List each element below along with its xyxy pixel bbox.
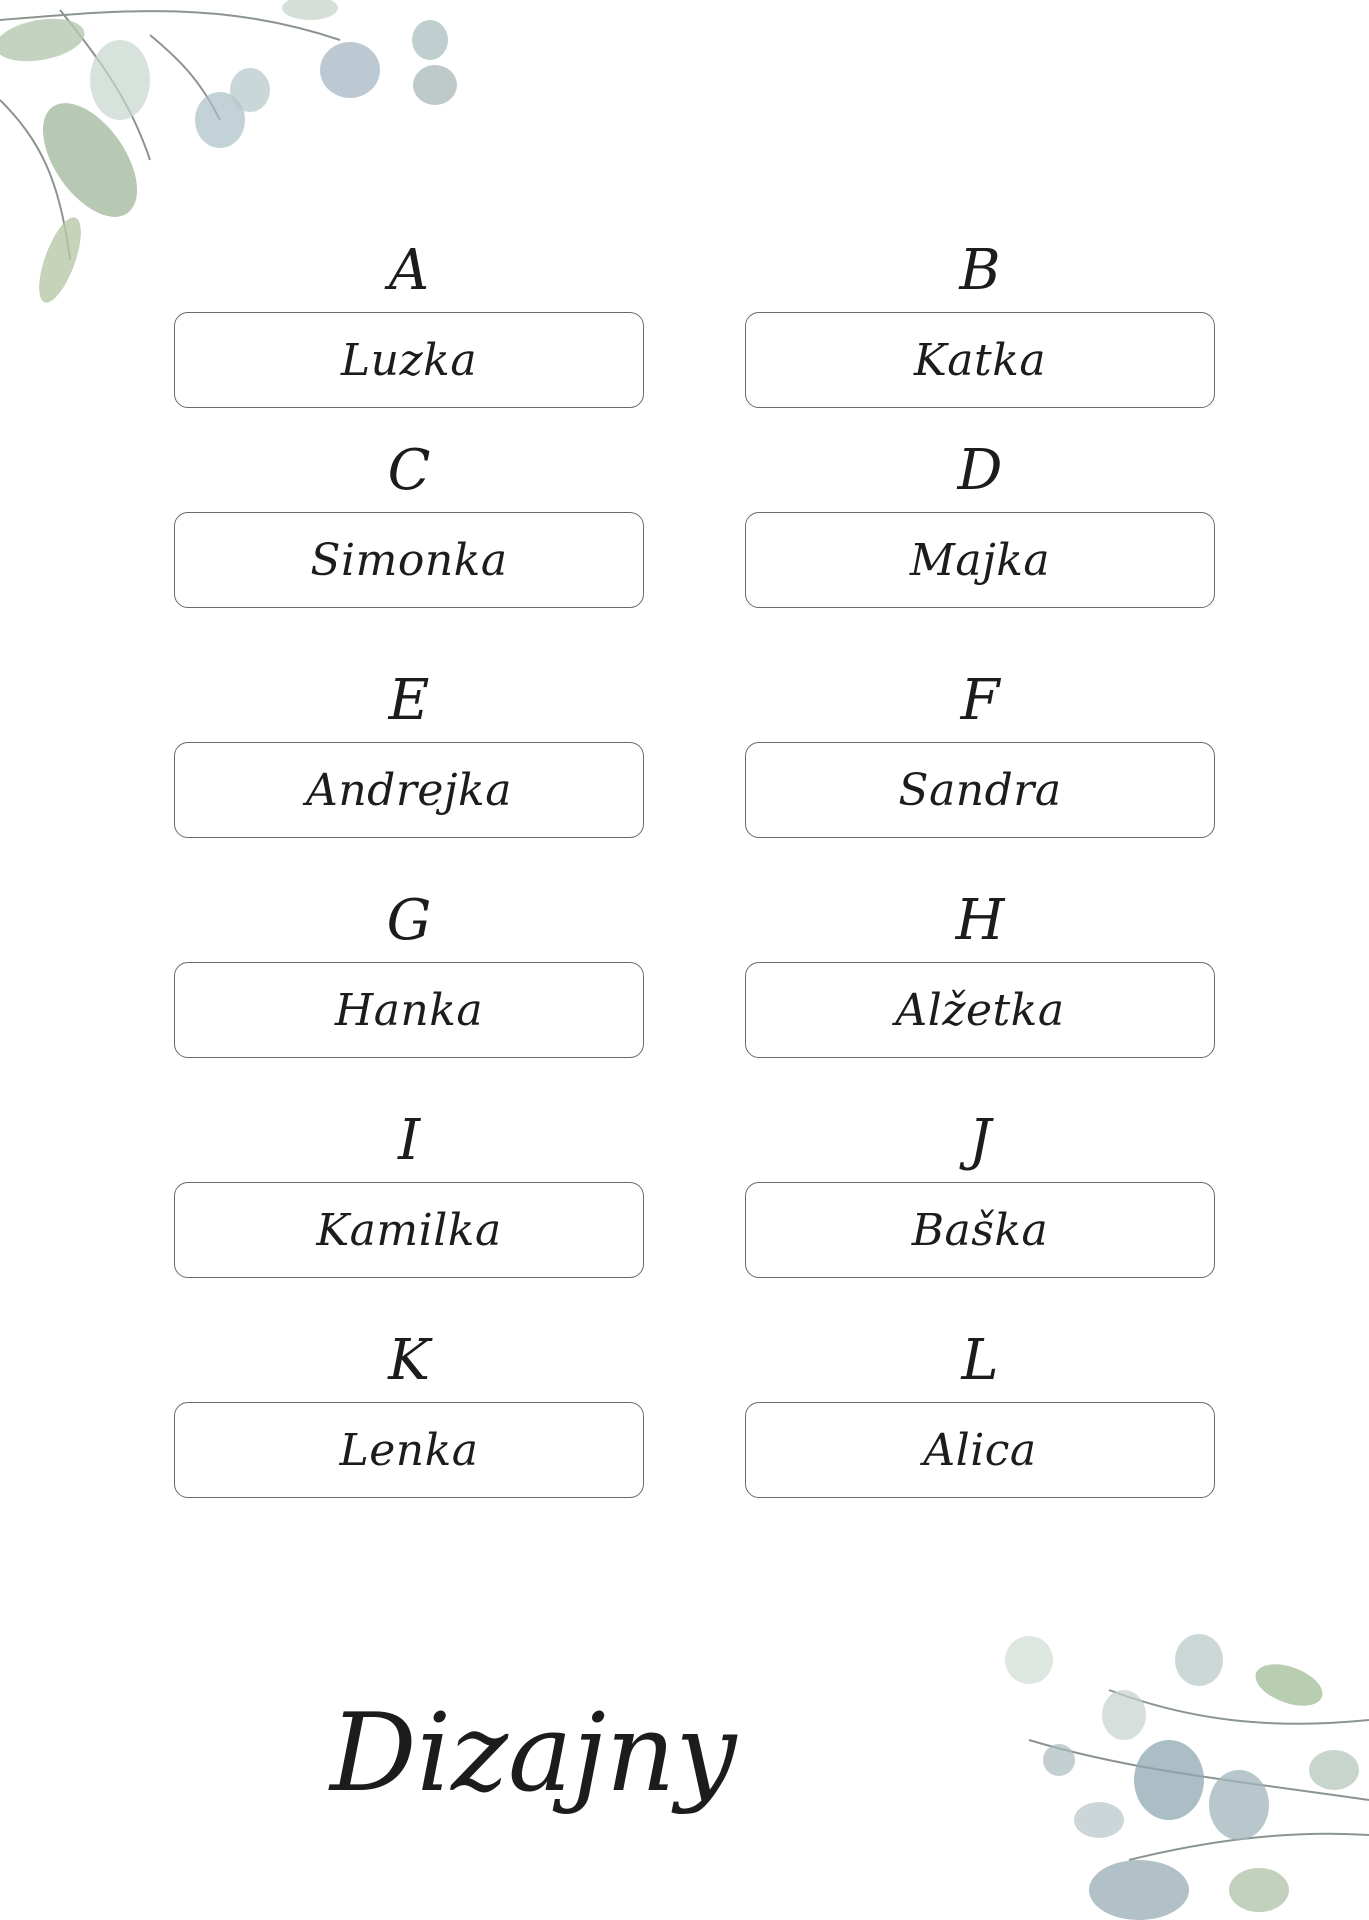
card-letter: H (955, 888, 1005, 953)
card-letter: C (387, 438, 431, 503)
card-name: Sandra (898, 764, 1062, 816)
name-box (174, 962, 644, 1058)
seat-card-l (744, 1320, 1216, 1540)
name-box (174, 1402, 644, 1498)
card-name: Hanka (334, 984, 484, 1036)
name-box (745, 312, 1215, 408)
seat-card-i (173, 1100, 645, 1320)
card-name: Kamilka (316, 1204, 502, 1256)
seat-card-h (744, 880, 1216, 1100)
name-box (745, 742, 1215, 838)
seat-card-c (173, 430, 645, 660)
name-box (745, 512, 1215, 608)
name-box (745, 1402, 1215, 1498)
seat-card-j (744, 1100, 1216, 1320)
card-letter: E (388, 668, 430, 733)
name-box (745, 1182, 1215, 1278)
card-name: Baška (911, 1204, 1049, 1256)
card-letter: K (388, 1328, 430, 1393)
card-name: Katka (913, 334, 1047, 386)
seat-card-d (744, 430, 1216, 660)
seat-card-g (173, 880, 645, 1100)
footer-signature: Dizajny (330, 1691, 737, 1816)
card-name: Lenka (339, 1424, 479, 1476)
card-name: Luzka (340, 334, 478, 386)
seat-card-k (173, 1320, 645, 1540)
name-box (745, 962, 1215, 1058)
card-letter: D (957, 438, 1003, 503)
name-box (174, 1182, 644, 1278)
card-name: Majka (909, 534, 1051, 586)
card-name: Alica (923, 1424, 1037, 1476)
seat-card-f (744, 660, 1216, 880)
card-letter: L (961, 1328, 999, 1393)
card-letter: B (959, 238, 1001, 303)
card-letter: G (386, 888, 432, 953)
eucalyptus-leaves-icon (989, 1620, 1369, 1920)
card-letter: I (397, 1108, 421, 1173)
seat-card-a (173, 230, 645, 430)
card-letter: J (968, 1108, 992, 1173)
name-box (174, 312, 644, 408)
seating-grid (173, 230, 1216, 1540)
card-name: Andrejka (306, 764, 512, 816)
card-letter: A (388, 238, 430, 303)
seat-card-e (173, 660, 645, 880)
name-box (174, 512, 644, 608)
card-name: Simonka (310, 534, 508, 586)
seat-card-b (744, 230, 1216, 430)
name-box (174, 742, 644, 838)
card-letter: F (960, 668, 1000, 733)
card-name: Alžetka (895, 984, 1065, 1036)
